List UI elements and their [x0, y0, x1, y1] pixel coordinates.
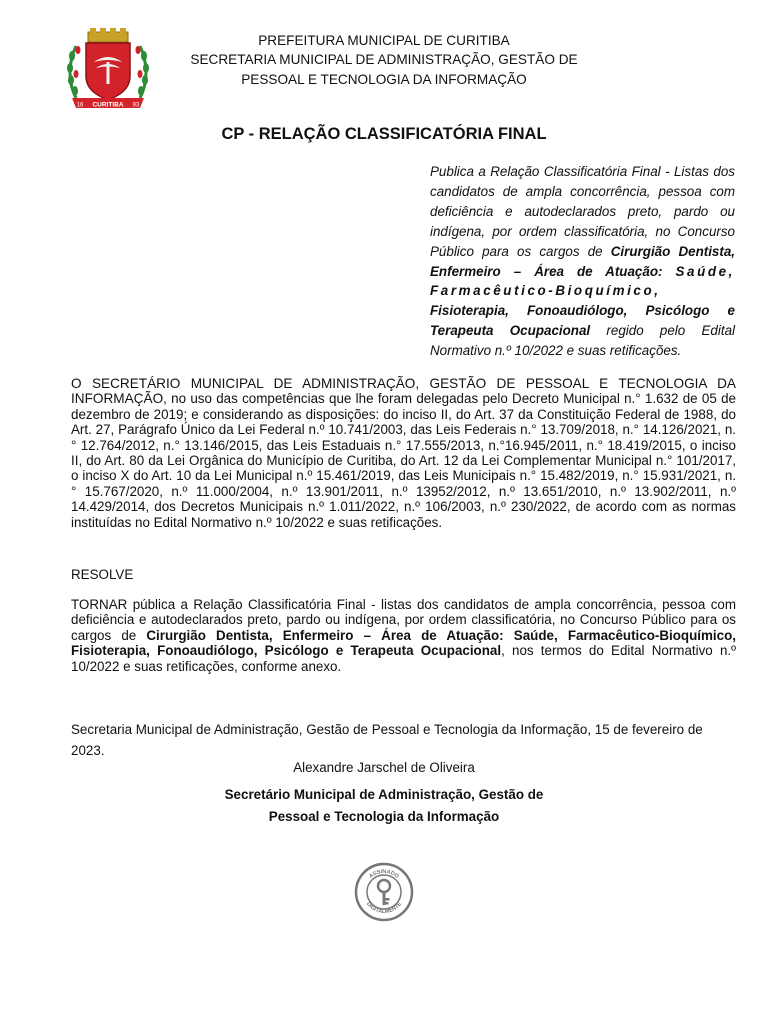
preamble-lead: O SECRETÁRIO MUNICIPAL DE ADMINISTRAÇÃO, GESTÃO DE PESSOAL E TECNOLOGIA DA INFORMAÇÃO — [71, 376, 736, 407]
stamp-top-label: ASSINADO — [368, 868, 400, 880]
resolve-heading: RESOLVE — [71, 567, 134, 582]
ementa-cargos-b: Saúde, Farmacêutico-Bioquímico, — [430, 263, 735, 299]
ementa-outro: regido pelo Edital Normativo n.º 10/2022 e suas retificações. — [430, 323, 735, 359]
place-date-paragraph: Secretaria Municipal de Administração, Gestão de Pessoal e Tecnologia da Informação, 15 de fevereiro de 2023. — [71, 722, 703, 758]
signatory-role-line-1: Secretário Municipal de Administração, Gestão de — [224, 787, 544, 802]
resolution-text-b: , nos termos do Edital Normativo n.º 10/2022 e suas retificações, conforme anexo. — [71, 643, 736, 674]
svg-text:ASSINADO — [368, 869, 400, 880]
header-line-3: PESSOAL E TECNOLOGIA DA INFORMAÇÃO — [241, 71, 527, 87]
preamble-rest: , no uso das competências que lhe foram delegadas pelo Decreto Municipal n.° 1.632 de 05 de dezembro de 2019; e considerando as disposições: do inciso II, do Art. 37 da Constituição Federal de 1988, do Art. 27, Parágrafo Único da Lei Federal n.º 10.741/2003, das Leis Federais n.° 13.709/2018, n.° 14.126/2021, n.° 12.764/2012, n.° 13.146/2015, das Leis Estaduais n.° 17.555/2013, n.°16.945/2011, n.° 18.419/2015, o inciso II, do Art. 80 da Lei Orgânica do Município de Curitiba, do Art. 12 da Lei Complementar Municipal n.° 101/2017, o inciso X do Art. 10 da Lei Municipal n.º 15.461/2019, das Leis Municipais n.° 15.482/2019, n.° 15.931/2021, n.° 15.767/2020, n.º 11.000/2004, n.º 13.901/2011, n.º 13952/2012, n.º 13.651/2010, n.º 13.902/2011, n.º 14.429/2014, dos Decretos Municipais n.º 1.011/2022, n.º 106/2003, n.º 230/2022, de acordo com as normas instituídas no Edital Normativo n.º 10/2022 e suas retificações. — [71, 391, 736, 530]
document-title: CP - RELAÇÃO CLASSIFICATÓRIA FINAL — [221, 125, 547, 143]
ementa-cargos-a: Cirurgião Dentista, Enfermeiro – Área de Atuação: — [430, 243, 735, 279]
resolution-text-a: TORNAR pública a Relação Classificatória Final - listas dos candidatos de ampla concorrência, pessoa com deficiência e autodeclarados preto, pardo ou indígena, por ordem classificatória, no Concurso Público para os cargos de — [71, 597, 736, 643]
crest-year-left: 16 — [76, 102, 84, 109]
signatory-role — [0, 784, 768, 828]
ementa-summary — [430, 162, 735, 361]
header-line-1: PREFEITURA MUNICIPAL DE CURITIBA — [258, 33, 510, 48]
resolution-cargos: Cirurgião Dentista, Enfermeiro – Área de Atuação: Saúde, Farmacêutico-Bioquímico, Fisioterapia, Fonoaudiólogo, Psicólogo e Terapeuta Ocupacional — [71, 627, 736, 659]
digital-signature-stamp-icon — [354, 862, 414, 922]
signatory-role-line-2: Pessoal e Tecnologia da Informação — [268, 809, 500, 824]
crest-ribbon-text — [66, 28, 150, 110]
organization-name — [170, 31, 598, 89]
ementa-intro: Publica a Relação Classificatória Final - Listas dos candidatos de ampla concorrência, pessoa com deficiência e autodeclarados preto, pardo ou indígena, por ordem classificatória, no Concurso Público para os cargos de — [430, 164, 735, 259]
ementa-cargos-c: Fisioterapia, Fonoaudiólogo, Psicólogo e Terapeuta Ocupacional — [430, 303, 735, 339]
crest-year-right: 93 — [132, 102, 140, 109]
resolution-paragraph — [71, 597, 736, 674]
signatory-name: Alexandre Jarschel de Oliveira — [293, 760, 475, 775]
crest-ribbon-label: CURITIBA — [92, 101, 124, 109]
stamp-bottom-label: DIGITALMENTE — [364, 901, 404, 916]
header-line-2: SECRETARIA MUNICIPAL DE ADMINISTRAÇÃO, GESTÃO DE — [190, 52, 578, 68]
preamble-paragraph — [71, 376, 736, 530]
